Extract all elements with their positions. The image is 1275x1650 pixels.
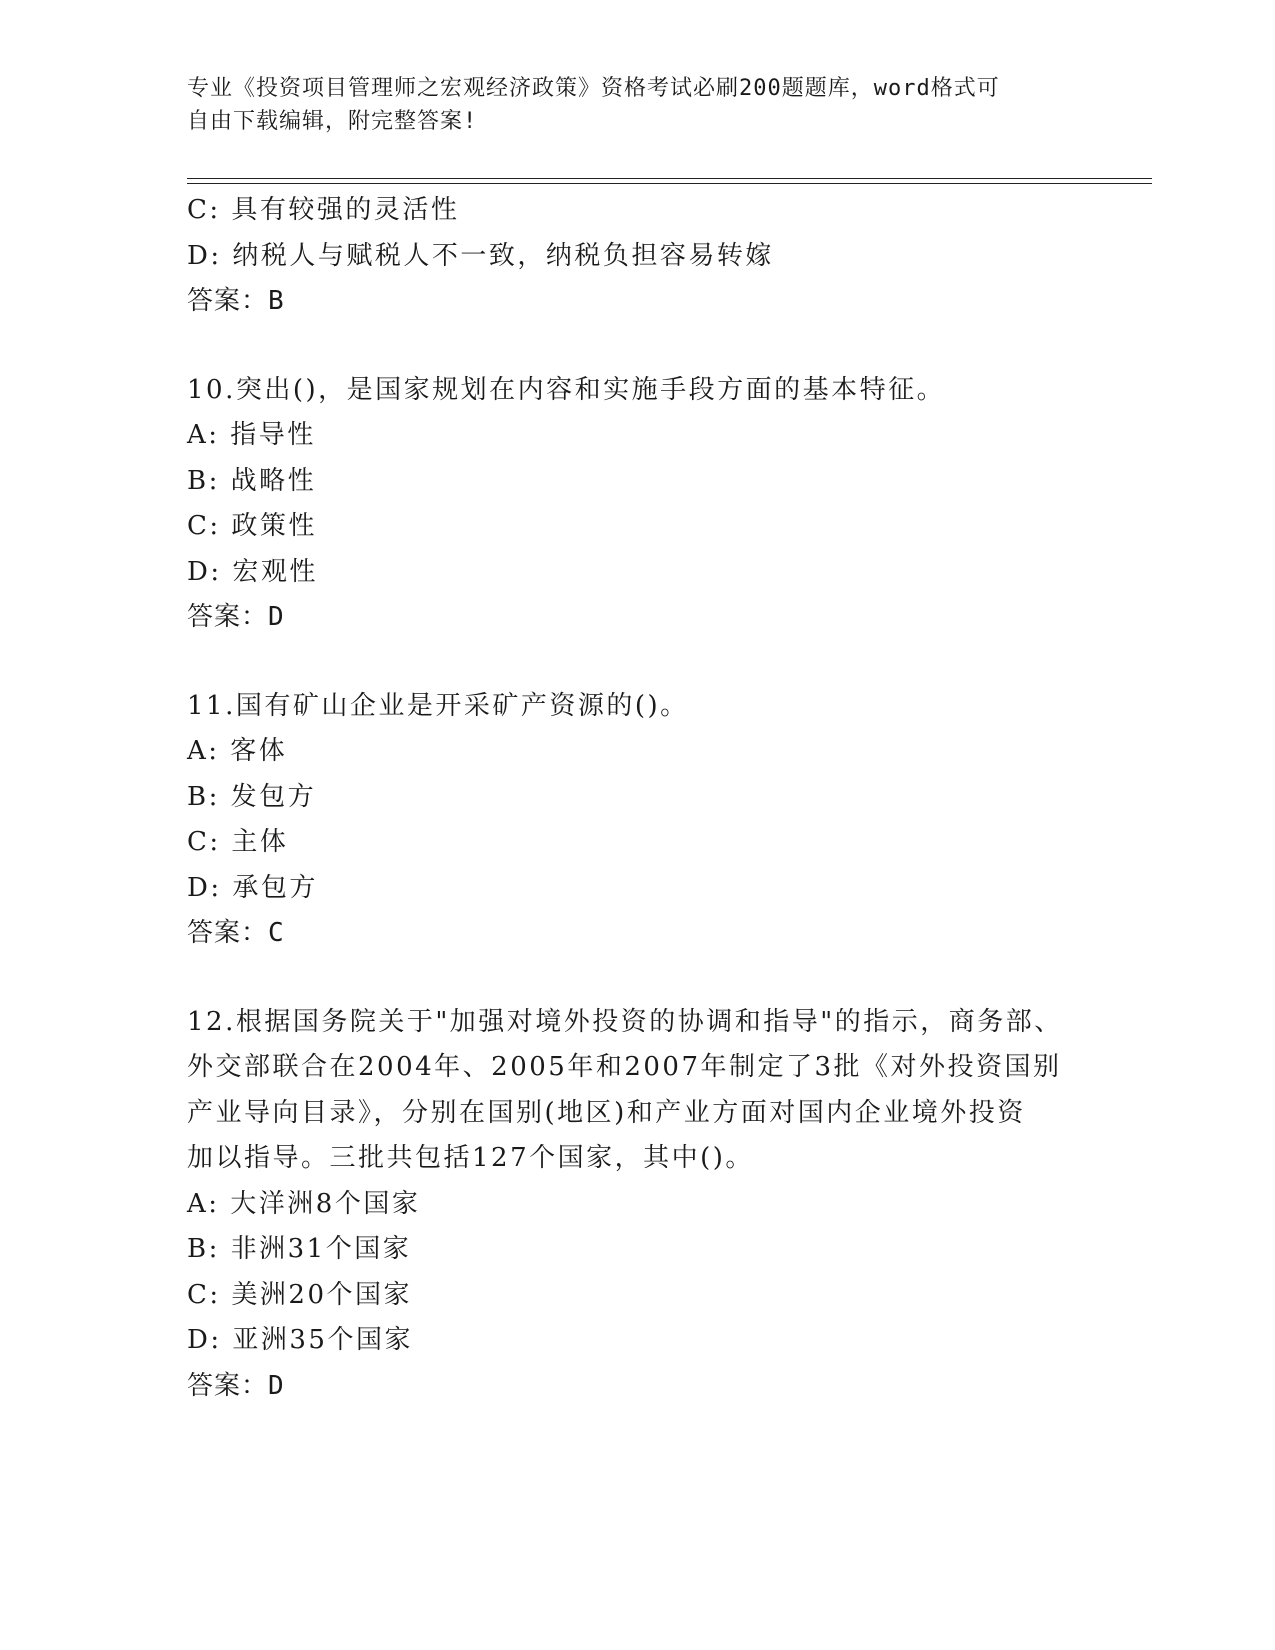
- answer: 答案：B: [187, 286, 285, 316]
- answer: 答案：C: [187, 918, 285, 948]
- spacer: [187, 325, 1087, 368]
- option-b: B: 战略性: [187, 465, 317, 496]
- question-text-line-2: 外交部联合在2004年、2005年和2007年制定了3批《对外投资国别: [187, 1052, 1062, 1082]
- spacer: [187, 641, 1087, 684]
- question-block-11: [187, 684, 1087, 957]
- question-block-9: [187, 188, 1087, 325]
- option-d: D: 纳税人与赋税人不一致，纳税负担容易转嫁: [187, 240, 774, 271]
- question-text: 11.国有矿山企业是开采矿产资源的()。: [187, 690, 689, 721]
- option-d: D: 亚洲35个国家: [187, 1325, 413, 1355]
- question-block-10: [187, 368, 1087, 641]
- answer: 答案：D: [187, 602, 285, 632]
- question-text-line-1: 12.根据国务院关于"加强对境外投资的协调和指导"的指示，商务部、: [187, 1006, 1063, 1037]
- header-title-line-1: 专业《投资项目管理师之宏观经济政策》资格考试必刷200题题库，word格式可: [187, 76, 1000, 101]
- spacer: [187, 957, 1087, 1000]
- question-block-12: [187, 1000, 1087, 1410]
- header-divider-bottom: [187, 183, 1152, 184]
- option-c: C: 美洲20个国家: [187, 1279, 413, 1310]
- header-divider-top: [187, 178, 1152, 179]
- option-b: B: 发包方: [187, 781, 317, 812]
- answer: 答案：D: [187, 1370, 285, 1401]
- option-d: D: 宏观性: [187, 556, 318, 587]
- option-a: A: 指导性: [187, 420, 316, 450]
- option-c: C: 主体: [187, 827, 289, 857]
- header-title-line-2: 自由下载编辑，附完整答案!: [187, 109, 478, 134]
- document-header: [187, 72, 1067, 138]
- question-list: [187, 188, 1087, 1409]
- question-text: [187, 1000, 1067, 1182]
- question-text: 10.突出()，是国家规划在内容和实施手段方面的基本特征。: [187, 374, 946, 405]
- question-text-line-4: 加以指导。三批共包括127个国家，其中()。: [187, 1143, 754, 1173]
- option-a: A: 大洋洲8个国家: [187, 1188, 421, 1219]
- option-b: B: 非洲31个国家: [187, 1234, 412, 1264]
- question-text-line-3: 产业导向目录》，分别在国别(地区)和产业方面对国内企业境外投资: [187, 1097, 1026, 1128]
- option-a: A: 客体: [187, 736, 288, 766]
- option-c: C: 具有较强的灵活性: [187, 195, 460, 225]
- option-d: D: 承包方: [187, 872, 318, 903]
- option-c: C: 政策性: [187, 511, 317, 541]
